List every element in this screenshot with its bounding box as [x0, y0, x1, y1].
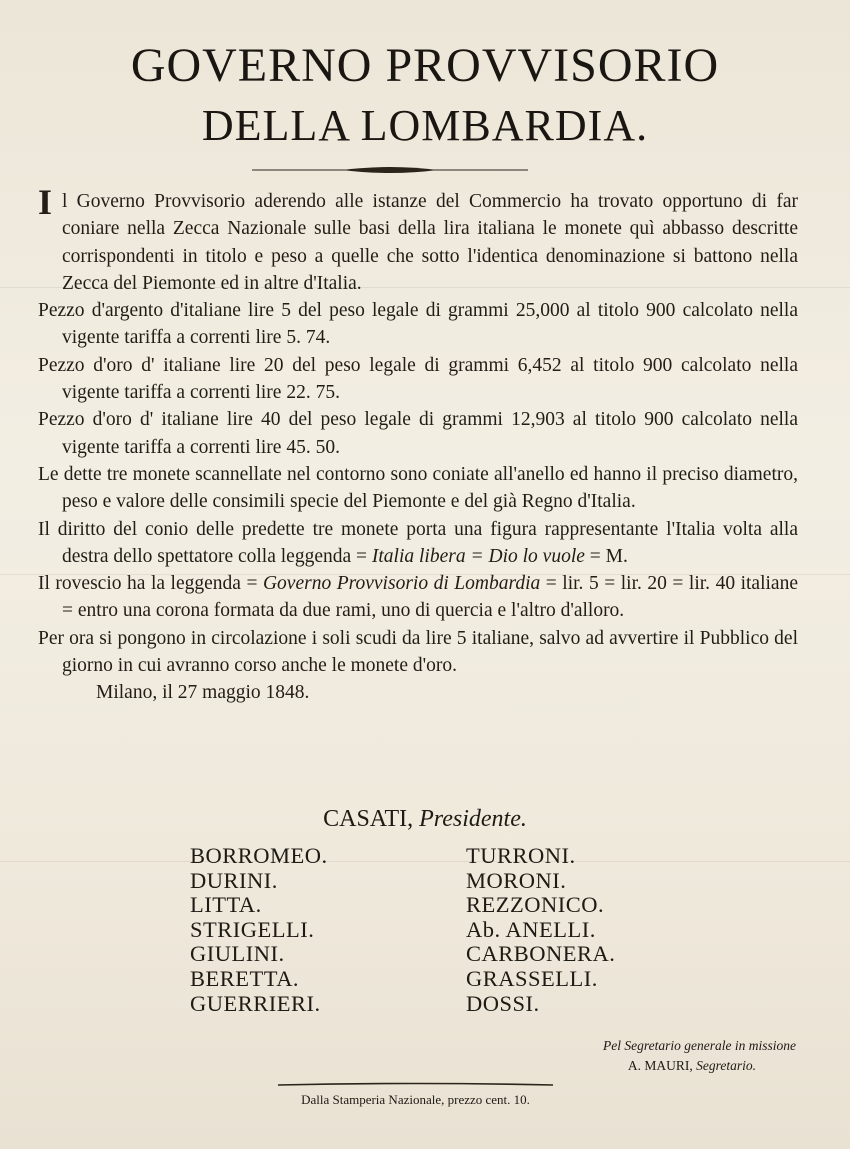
signatories-left-column	[190, 844, 328, 1016]
president-signature	[0, 806, 850, 833]
signatory-name: Ab. ANELLI.	[466, 916, 596, 942]
reverse-text-end: = lir. 5 = lir. 20 = lir. 40 italiane = entro una corona formata da due rami, uno di quercia e l'altro d'alloro.	[62, 573, 798, 622]
signatory-name: STRIGELLI.	[190, 916, 315, 942]
signatory-name: MORONI.	[466, 867, 567, 893]
secretary-note: Pel Segretario generale in missione	[603, 1038, 796, 1053]
secretary-name: A. MAURI,	[627, 1058, 693, 1073]
proclamation-body	[38, 182, 798, 707]
signatory-name: GIULINI.	[190, 941, 285, 967]
printer-imprint: Dalla Stamperia Nazionale, prezzo cent. 10.	[301, 1092, 530, 1107]
signatory-name: GRASSELLI.	[466, 965, 598, 991]
obverse-text: Il diritto del conio delle predette tre monete porta una figura rappresentante l'Italia volta alla destra dello spettatore colla leggenda =	[38, 518, 798, 567]
signatories-right-column	[466, 844, 615, 1016]
president-name: CASATI,	[323, 806, 414, 832]
signatory-name: DURINI.	[190, 867, 278, 893]
coin-paragraph-gold-20: Pezzo d'oro d' italiane lire 20 del peso legale di grammi 6,452 al titolo 900 calcolato nella vigente tariffa a correnti lire 22. 75.	[38, 354, 798, 404]
obverse-paragraph	[38, 516, 798, 571]
signatory-name: GUERRIERI.	[190, 990, 321, 1016]
signatory-name: LITTA.	[190, 892, 262, 918]
date-line: Milano, il 27 maggio 1848.	[96, 682, 310, 704]
reverse-paragraph	[38, 570, 798, 625]
obverse-legend: Italia libera = Dio lo vuole	[371, 545, 585, 567]
reverse-text: Il rovescio ha la leggenda =	[38, 573, 263, 595]
drop-cap: I	[38, 182, 53, 222]
coin-paragraph-silver-5: Pezzo d'argento d'italiane lire 5 del peso legale di grammi 25,000 al titolo 900 calcolato nella vigente tariffa a correnti lire 5. 74.	[38, 300, 798, 349]
president-role: Presidente.	[419, 806, 527, 832]
ornamental-rule	[252, 165, 528, 175]
edges-paragraph: Le dette tre monete scannellate nel contorno sono coniate all'anello ed hanno il preciso diametro, peso e valore delle consimili specie del Piemonte e del già Regno d'Italia.	[38, 463, 798, 513]
signatory-name: DOSSI.	[466, 990, 540, 1016]
intro-paragraph	[38, 182, 798, 297]
signatory-name: BERETTA.	[190, 965, 300, 991]
signatory-name: TURRONI.	[466, 843, 576, 868]
secretary-title: Segretario.	[696, 1058, 756, 1073]
signatory-name: REZZONICO.	[466, 892, 605, 918]
paper-fold	[0, 861, 850, 862]
coin-paragraph-gold-40: Pezzo d'oro d' italiane lire 40 del peso legale di grammi 12,903 al titolo 900 calcolato nella vigente tariffa a correnti lire 45. 50.	[38, 409, 798, 458]
circulation-paragraph: Per ora si pongono in circolazione i soli scudi da lire 5 italiane, salvo ad avvertire il Pubblico del giorno in cui avranno corso anche le monete d'oro.	[38, 627, 798, 677]
signatory-name: CARBONERA.	[466, 941, 616, 967]
obverse-mark: = M.	[584, 545, 628, 567]
signatory-name: BORROMEO.	[190, 843, 328, 868]
title-line-1: GOVERNO PROVVISORIO	[130, 39, 720, 92]
reverse-legend: Governo Provvisorio di Lombardia	[262, 573, 541, 595]
title-line-2: DELLA LOMBARDIA.	[201, 101, 649, 150]
secretary-signature	[628, 1058, 756, 1074]
intro-text: l Governo Provvisorio aderendo alle istanze del Commercio ha trovato opportuno di far coniare nella Zecca Nazionale sulle basi della lira italiana le monete quì abbasso descritte corrispondenti in titolo e peso a quelle che sotto l'identica denominazione si battono nella Zecca del Piemonte ed in altre d'Italia.	[62, 191, 798, 294]
